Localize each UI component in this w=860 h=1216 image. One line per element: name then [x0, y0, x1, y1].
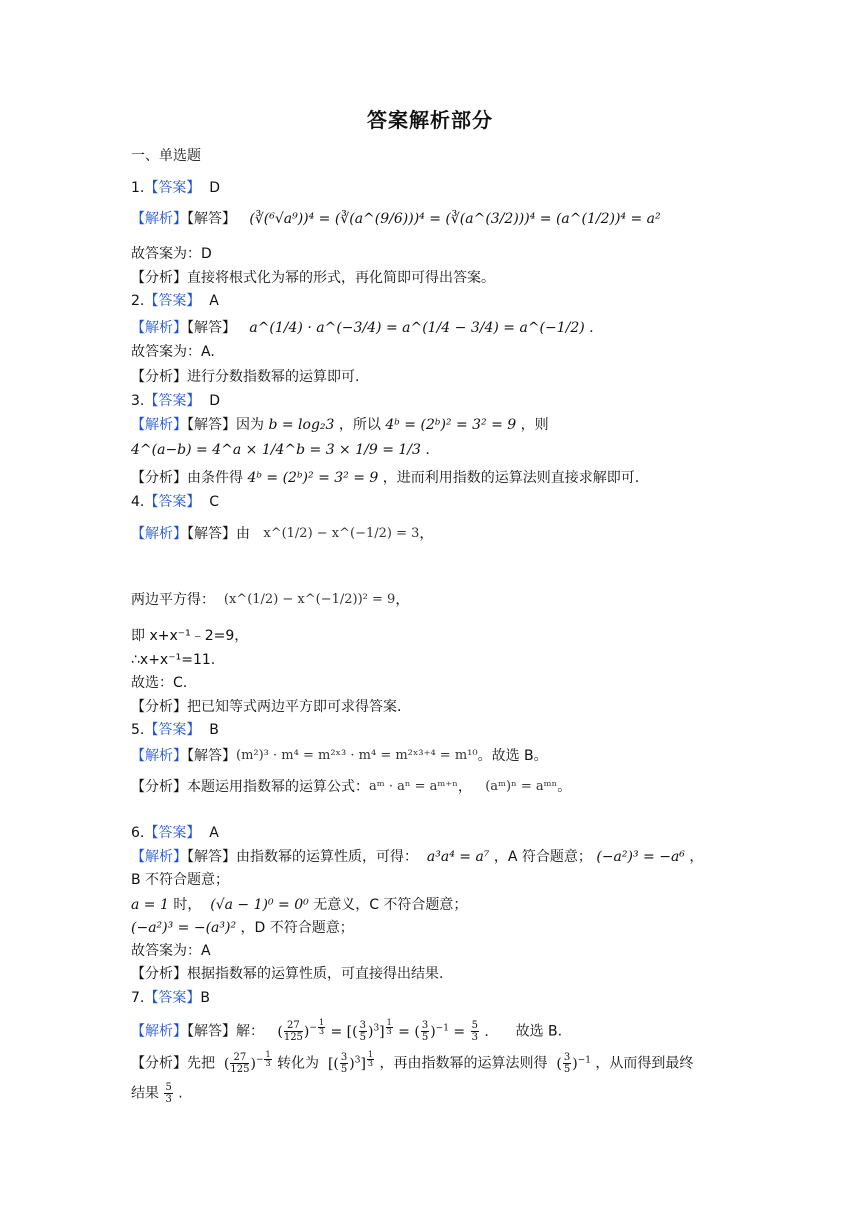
q6-text: 由指数幂的运算性质，可得： [236, 849, 418, 865]
q6-solution-line [131, 847, 703, 867]
q7-num: 7. [131, 990, 145, 1006]
q6-line4 [131, 918, 354, 938]
q5-num: 5. [131, 722, 145, 738]
q6-analysis-line [131, 964, 443, 984]
q1-answer-line [131, 178, 220, 198]
q7-formula: $\frac{5}{3}$ [165, 1082, 172, 1105]
fenxi-tag: 【分析】 [131, 369, 187, 385]
jieda-tag: 【解答】 [187, 211, 236, 227]
fenxi-tag: 【分析】 [131, 699, 187, 715]
q6-formula: (−a²)³ = −a⁶ [596, 849, 685, 865]
q4-solution-line: 【解析】【解答】由 x^(1/2) − x^(−1/2) = 3， [131, 526, 434, 542]
q3-b-formula: b = log₂3 [268, 417, 335, 433]
q7-formula: [( $\frac{3}{5}$ )$^3$] $^{\frac{1}{3}}$ [327, 1050, 374, 1076]
q3-text: ，进而利用指数的运算法则直接求解即可. [382, 470, 640, 486]
q2-analysis-line [131, 367, 359, 387]
q6-text: ，D 不符合题意； [240, 920, 354, 936]
q6-line3 [131, 895, 467, 915]
q4-answer-line [131, 492, 219, 512]
q2-num: 2. [131, 293, 145, 309]
q7-text: 故选 B. [515, 1023, 563, 1040]
fenxi-tag: 【分析】 [131, 779, 187, 795]
q7-text: ，从而得到最终 [595, 1055, 694, 1072]
q6-formula: (√a − 1)⁰ = 0⁰ [210, 897, 309, 913]
page-title: 答案解析部分 [367, 108, 493, 132]
q3-solution-line [131, 415, 549, 435]
q6-answer: A [209, 825, 219, 841]
q6-text: ， [689, 849, 704, 865]
q2-answer-line [131, 291, 219, 311]
q7-solution-line [131, 1018, 562, 1043]
q4-text: 两边平方得： [131, 592, 215, 608]
q6-text: ，A 符合题意； [493, 849, 592, 865]
q5-answer: B [209, 722, 219, 738]
q3-analysis-line [131, 468, 639, 488]
q5-answer-line [131, 720, 219, 740]
q2-solution-line [131, 318, 594, 338]
q3-text: 因为 [236, 417, 264, 433]
q7-text: 结果 [131, 1085, 159, 1102]
answer-tag: 【答案】 [144, 494, 201, 510]
q3-solution-line2: 4^(a−b) = 4^a × 1/4^b = 3 × 1/9 = 1/3 . [131, 442, 430, 458]
q7-text: 解： [236, 1023, 264, 1040]
q2-conclusion: 故答案为：A. [131, 344, 215, 360]
q1-solution-line [131, 209, 661, 229]
jieda-tag: 【解答】 [187, 849, 236, 865]
q1-analysis-line [131, 268, 495, 288]
fenxi-tag: 【分析】 [131, 1055, 187, 1072]
q3-text: 由条件得 [187, 470, 243, 486]
q6-line2: B 不符合题意； [131, 872, 230, 888]
q2-solution-formula: a^(1/4) · a^(−3/4) = a^(1/4 − 3/4) = a^(−1/2) . [249, 320, 594, 336]
q3-4b-formula: 4ᵇ = (2ᵇ)² = 3² = 9 [385, 417, 517, 433]
section-heading: 一、单选题 [131, 148, 201, 164]
q7-answer-line [131, 988, 210, 1008]
jiexi-tag: 【解析】 [131, 320, 187, 336]
q6-formula: a = 1 [131, 897, 169, 913]
q5-text: 。故选 B。 [477, 748, 548, 764]
q4-square-image: (x^(1/2) − x^(−1/2))² = 9 [223, 592, 396, 607]
q5-solution-line [131, 746, 548, 766]
fenxi-tag: 【分析】 [131, 270, 187, 286]
q6-conclusion: 故答案为：A [131, 943, 211, 959]
q4-answer: C [209, 494, 220, 510]
jiexi-tag: 【解析】 [131, 748, 187, 764]
jiexi-tag: 【解析】 [131, 417, 187, 433]
q4-conclusion: 故选：C. [131, 675, 188, 691]
q6-num: 6. [131, 825, 145, 841]
jieda-tag: 【解答】 [187, 526, 236, 542]
q6-formula: (−a²)³ = −(a³)² [131, 920, 237, 936]
jiexi-tag: 【解析】 [131, 1023, 187, 1040]
q5-text: 本题运用指数幂的运算公式： [187, 779, 369, 795]
q7-answer: B [200, 990, 210, 1006]
q4-analysis: 把已知等式两边平方即可求得答案. [187, 699, 402, 715]
answer-tag: 【答案】 [144, 722, 201, 738]
q1-solution-formula: (∛(⁶√a⁹))⁴ = (∛(a^(9/6)))⁴ = (∛(a^(3/2)))⁴ = (a^(1/2))⁴ = a² [249, 211, 661, 227]
q7-formula: ( $\frac{27}{125}$ )$^{- \frac{1}{3}}$ [223, 1050, 271, 1076]
q3-answer-line [131, 391, 220, 411]
jieda-tag: 【解答】 [187, 1023, 236, 1040]
q7-solution-formula: ( $\frac{27}{125}$ )$^{- \frac{1}{3}}$ = [( $\frac{3}{5}$ )$^3$] $^{\frac{1}{3}}$ = ( $\frac{3}{5}$ )$^{-1}$ = $\frac{5}{3}$ . [277, 1018, 489, 1044]
answer-tag: 【答案】 [144, 180, 201, 196]
q4-formula-image: x^(1/2) − x^(−1/2) = 3 [263, 526, 420, 541]
q7-formula: ( $\frac{3}{5}$ )$^{-1}$ [556, 1052, 591, 1076]
q3-num: 3. [131, 393, 145, 409]
q5-formula-image: aᵐ · aⁿ = aᵐ⁺ⁿ [369, 779, 458, 794]
jiexi-tag: 【解析】 [131, 526, 187, 542]
q3-text: ，所以 [338, 417, 381, 433]
q7-text: ，再由指数幂的运算法则得 [379, 1055, 548, 1072]
q4-num: 4. [131, 494, 145, 510]
fenxi-tag: 【分析】 [131, 470, 187, 486]
jieda-tag: 【解答】 [187, 320, 236, 336]
q2-answer: A [209, 293, 219, 309]
jiexi-tag: 【解析】 [131, 849, 187, 865]
q1-answer: D [209, 180, 221, 196]
q4-line3: 即 x+x⁻¹﹣2=9， [131, 628, 249, 644]
q3-text: ，则 [520, 417, 549, 433]
q2-analysis: 进行分数指数幂的运算即可. [187, 369, 360, 385]
fenxi-tag: 【分析】 [131, 966, 187, 982]
q6-analysis: 根据指数幂的运算性质，可直接得出结果. [187, 966, 444, 982]
q5-formula-image: (m²)³ · m⁴ = m²ˣ³ · m⁴ = m²ˣ³⁺⁴ = m¹⁰ [236, 748, 478, 763]
q4-line4: ∴x+x⁻¹=11. [131, 652, 216, 668]
q1-analysis: 直接将根式化为幂的形式，再化简即可得出答案。 [187, 270, 495, 286]
q5-formula-image: (aᵐ)ⁿ = aᵐⁿ [485, 779, 558, 794]
q1-num: 1. [131, 180, 145, 196]
q6-answer-line [131, 823, 219, 843]
q1-conclusion: 故答案为：D [131, 246, 212, 262]
q3-4b-formula: 4ᵇ = (2ᵇ)² = 3² = 9 [247, 470, 379, 486]
q4-analysis-line [131, 697, 401, 717]
q6-text: 无意义，C 不符合题意； [313, 897, 468, 913]
q7-text: 先把 [187, 1055, 215, 1072]
answer-tag: 【答案】 [144, 393, 201, 409]
q4-text: 由 [236, 526, 250, 542]
answer-tag: 【答案】 [144, 293, 201, 309]
q7-analysis-line [131, 1050, 693, 1075]
answer-tag: 【答案】 [144, 990, 201, 1006]
q7-text: 转化为 [277, 1055, 320, 1072]
q4-square-line: 两边平方得： (x^(1/2) − x^(−1/2))² = 9， [131, 592, 410, 608]
q6-formula: a³a⁴ = a⁷ [426, 849, 490, 865]
answer-tag: 【答案】 [144, 825, 201, 841]
jieda-tag: 【解答】 [187, 417, 236, 433]
jieda-tag: 【解答】 [187, 748, 236, 764]
jiexi-tag: 【解析】 [131, 211, 187, 227]
q5-analysis-line: 【分析】本题运用指数幂的运算公式：aᵐ · aⁿ = aᵐ⁺ⁿ， (aᵐ)ⁿ = aᵐⁿ。 [131, 779, 572, 795]
q7-analysis-line2: 结果 $\frac{5}{3}$ . [131, 1082, 183, 1105]
q3-answer: D [209, 393, 221, 409]
q6-text: 时， [173, 897, 202, 913]
